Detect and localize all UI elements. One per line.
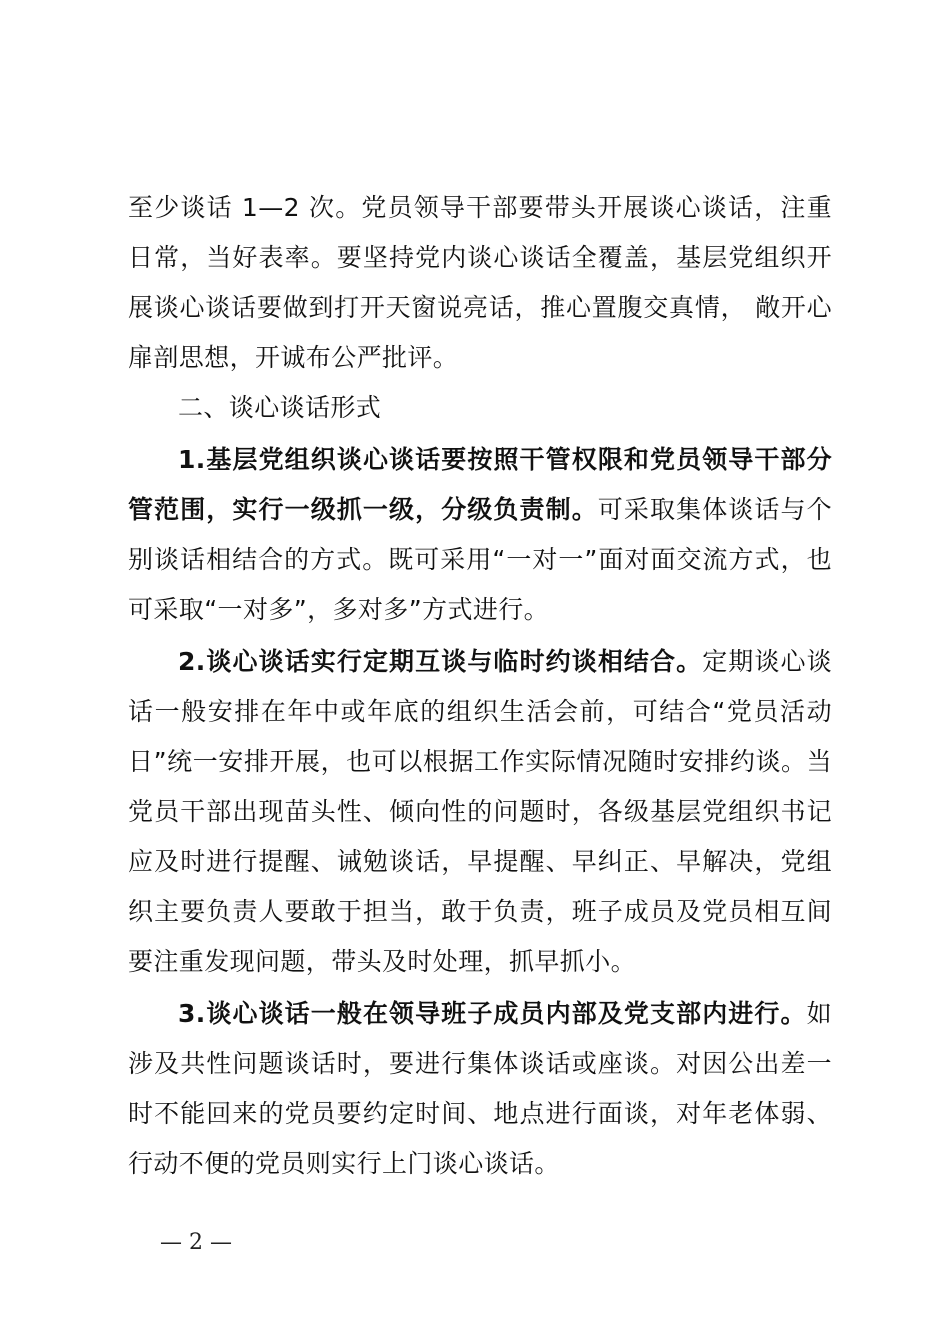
item-1-lead: 1.基层党组织谈心谈话要按照干管权限和党员领导干部分管范围，实行一级抓一级，分级负责制。 [128,445,832,524]
item-2-lead: 2.谈心谈话实行定期互谈与临时约谈相结合。 [178,647,703,676]
item-1-paragraph [128,435,832,635]
continuation-paragraph: 至少谈话 1—2 次。党员领导干部要带头开展谈心谈话，注重日常，当好表率。要坚持党内谈心谈话全覆盖，基层党组织开展谈心谈话要做到打开天窗说亮话，推心置腹交真情， 敞开心扉剖思想，开诚布公严批评。 [128,193,832,372]
item-2-body: 定期谈心谈话一般安排在年中或年底的组织生活会前，可结合“党员活动日”统一安排开展，也可以根据工作实际情况随时安排约谈。当党员干部出现苗头性、倾向性的问题时，各级基层党组织书记应及时进行提醒、诫勉谈话，早提醒、早纠正、早解决，党组织主要负责人要敢于担当，敢于负责，班子成员及党员相互间要注重发现问题，带头及时处理，抓早抓小。 [128,647,832,976]
item-3-body: 如涉及共性问题谈话时，要进行集体谈话或座谈。对因公出差一时不能回来的党员要约定时间、地点进行面谈，对年老体弱、行动不便的党员则实行上门谈心谈话。 [128,999,832,1178]
item-3-paragraph [128,989,832,1189]
page-number: — 2 — [160,1230,232,1255]
item-3-lead: 3.谈心谈话一般在领导班子成员内部及党支部内进行。 [178,999,807,1028]
item-1-body: 可采取集体谈话与个别谈话相结合的方式。既可采用“一对一”面对面交流方式，也可采取“一对多”，多对多”方式进行。 [128,495,832,624]
item-2-paragraph [128,637,832,987]
section-heading: 二、谈心谈话形式 [178,393,382,422]
document-body [128,183,832,1189]
